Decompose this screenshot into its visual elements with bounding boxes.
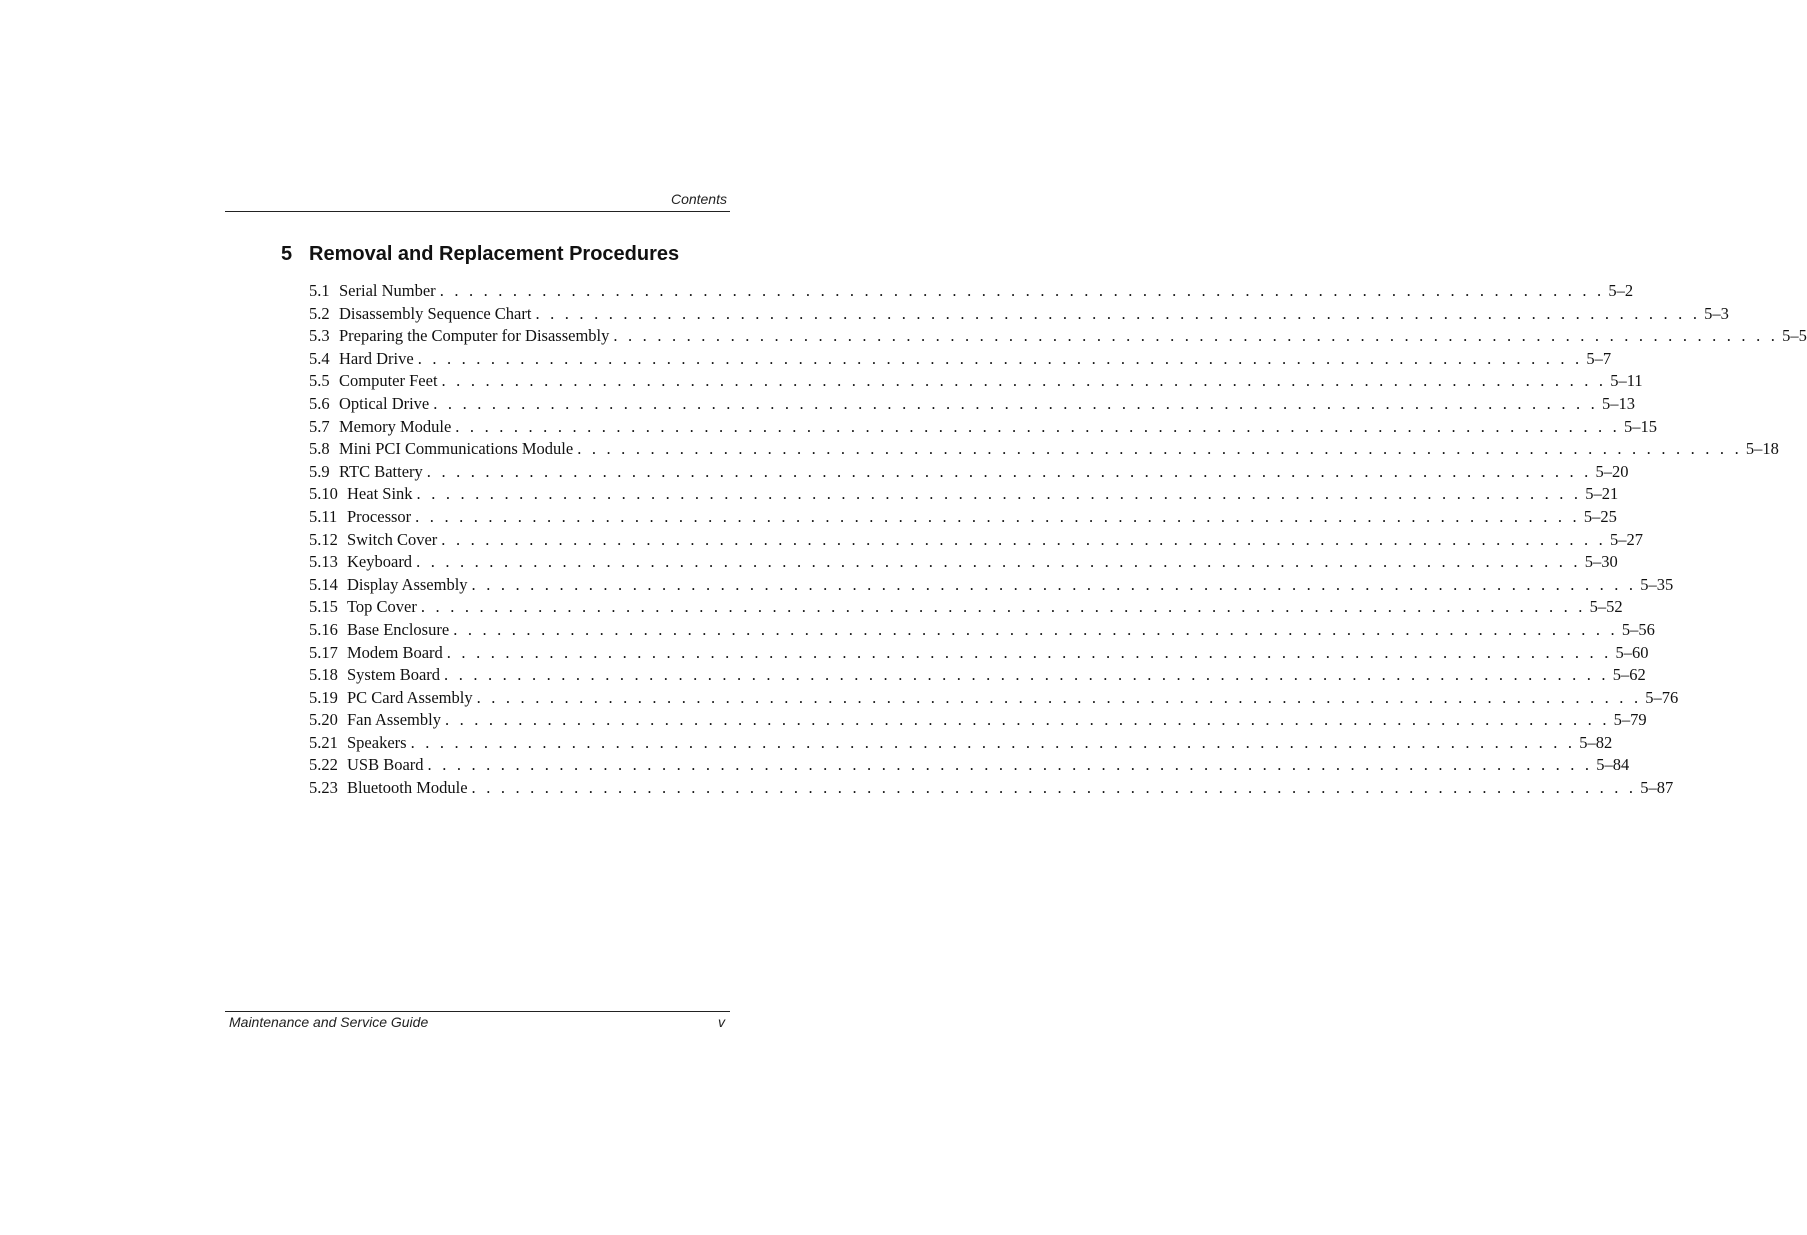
toc-leader-dots: . . . . . . . . . . . . . . . . . . . . . . . . . . . . . . . . . . . . . . . . . . . . . . . . . . . . . . . . . . . . . . . . . . . . . . . . . . . . . . . . [417,348,1583,368]
toc-entry[interactable] [309,438,1779,461]
toc-section-number: 5.20 [309,710,338,730]
footer-rule [225,1011,730,1012]
toc-leader-dots: . . . . . . . . . . . . . . . . . . . . . . . . . . . . . . . . . . . . . . . . . . . . . . . . . . . . . . . . . . . . . . . . . . . . . . . . . . . . . . . . [420,597,1586,617]
toc-page-number: 5–21 [1585,484,1619,504]
toc-leader-dots: . . . . . . . . . . . . . . . . . . . . . . . . . . . . . . . . . . . . . . . . . . . . . . . . . . . . . . . . . . . . . . . . . . . . . . . . . . . . . . . . [444,665,1609,685]
toc-leader-dots: . . . . . . . . . . . . . . . . . . . . . . . . . . . . . . . . . . . . . . . . . . . . . . . . . . . . . . . . . . . . . . . . . . . . . . . . . . . . . . . . [613,326,1779,346]
toc-entry-title: Switch Cover [347,529,438,549]
toc-section-number: 5.19 [309,687,338,707]
chapter-heading [281,243,679,266]
toc-section-number: 5.23 [309,778,338,798]
toc-leader-dots: . . . . . . . . . . . . . . . . . . . . . . . . . . . . . . . . . . . . . . . . . . . . . . . . . . . . . . . . . . . . . . . . . . . . . . . . . . . . . . . . [427,755,1593,775]
toc-page-number: 5–3 [1704,303,1729,323]
running-head: Contents [670,191,727,207]
header-rule [225,211,730,212]
toc-entry-title: Heat Sink [347,484,413,504]
toc-page-number: 5–11 [1610,371,1643,391]
toc-page-number: 5–2 [1608,281,1634,300]
toc-section-number: 5.6 [309,393,330,413]
toc-entry[interactable] [309,303,1729,326]
toc-section-number: 5.12 [309,529,338,549]
toc-entry[interactable] [309,506,1617,529]
toc-section-number: 5.11 [309,506,338,526]
toc-entry[interactable] [309,574,1674,597]
toc-entry[interactable] [309,348,1612,371]
toc-page-number: 5–13 [1601,393,1635,413]
toc-page-number: 5–7 [1586,348,1612,368]
toc-leader-dots: . . . . . . . . . . . . . . . . . . . . . . . . . . . . . . . . . . . . . . . . . . . . . . . . . . . . . . . . . . . . . . . . . . . . . . . . . . . . . . . . [455,416,1620,436]
toc-leader-dots: . . . . . . . . . . . . . . . . . . . . . . . . . . . . . . . . . . . . . . . . . . . . . . . . . . . . . . . . . . . . . . . . . . . . . . . . . . . . . . . . [535,303,1701,323]
toc-entry-title: Fan Assembly [347,710,441,730]
toc-entry[interactable] [309,709,1647,732]
toc-section-number: 5.21 [309,732,338,752]
toc-leader-dots: . . . . . . . . . . . . . . . . . . . . . . . . . . . . . . . . . . . . . . . . . . . . . . . . . . . . . . . . . . . . . . . . . . . . . . . . . . . . . . . . [416,552,1581,572]
toc-entry[interactable] [309,393,1635,416]
toc-entry-title: Optical Drive [339,393,430,413]
toc-entry-title: PC Card Assembly [347,687,473,707]
toc-leader-dots: . . . . . . . . . . . . . . . . . . . . . . . . . . . . . . . . . . . . . . . . . . . . . . . . . . . . . . . . . . . . . . . . . . . . . . . . . . . . . . . . [446,642,1612,662]
toc-page-number: 5–56 [1621,619,1655,639]
footer-page-number: v [718,1014,725,1030]
footer-title: Maintenance and Service Guide [229,1014,429,1030]
toc-entry[interactable] [309,461,1629,484]
toc-entry[interactable] [309,416,1657,439]
toc-entry-title: Keyboard [347,552,413,572]
toc-entry[interactable] [309,754,1630,777]
toc-entry-title: System Board [347,665,441,685]
toc-page-number: 5–20 [1595,461,1629,481]
toc-leader-dots: . . . . . . . . . . . . . . . . . . . . . . . . . . . . . . . . . . . . . . . . . . . . . . . . . . . . . . . . . . . . . . . . . . . . . . . . . . . . . . . . [415,506,1580,526]
toc-section-number: 5.1 [309,281,330,300]
toc-entry[interactable] [309,732,1613,755]
toc-entry-title: Disassembly Sequence Chart [339,303,532,323]
toc-entry[interactable] [309,529,1643,552]
toc-section-number: 5.10 [309,484,338,504]
toc-page-number: 5–25 [1583,506,1617,526]
toc-page-number: 5–82 [1579,732,1613,752]
toc-entry-title: USB Board [347,755,424,775]
toc-entry[interactable] [309,483,1619,506]
toc-page-number: 5–79 [1613,710,1647,730]
chapter-title: Removal and Replacement Procedures [309,243,680,265]
toc-section-number: 5.5 [309,371,330,391]
toc-leader-dots: . . . . . . . . . . . . . . . . . . . . . . . . . . . . . . . . . . . . . . . . . . . . . . . . . . . . . . . . . . . . . . . . . . . . . . . . . . . . . . . . [433,393,1598,413]
toc-leader-dots: . . . . . . . . . . . . . . . . . . . . . . . . . . . . . . . . . . . . . . . . . . . . . . . . . . . . . . . . . . . . . . . . . . . . . . . . . . . . . . . . [453,619,1618,639]
toc-page-number: 5–15 [1623,416,1657,436]
toc-page-number: 5–52 [1589,597,1623,617]
toc-page-number: 5–35 [1640,574,1674,594]
toc-entry-title: Top Cover [347,597,417,617]
toc-page-number: 5–76 [1645,687,1679,707]
toc-section-number: 5.14 [309,574,338,594]
toc-section-number: 5.17 [309,642,338,662]
toc-entry[interactable] [309,619,1655,642]
toc-section-number: 5.13 [309,552,338,572]
toc-entry[interactable] [309,280,1634,303]
toc-entry-title: Modem Board [347,642,443,662]
toc-page-number: 5–62 [1612,665,1646,685]
toc-entry[interactable] [309,551,1618,574]
toc-leader-dots: . . . . . . . . . . . . . . . . . . . . . . . . . . . . . . . . . . . . . . . . . . . . . . . . . . . . . . . . . . . . . . . . . . . . . . . . . . . . . . . . [441,371,1607,391]
toc-entry[interactable] [309,777,1674,800]
toc-leader-dots: . . . . . . . . . . . . . . . . . . . . . . . . . . . . . . . . . . . . . . . . . . . . . . . . . . . . . . . . . . . . . . . . . . . . . . . . . . . . . . . . [439,281,1605,300]
toc-leader-dots: . . . . . . . . . . . . . . . . . . . . . . . . . . . . . . . . . . . . . . . . . . . . . . . . . . . . . . . . . . . . . . . . . . . . . . . . . . . . . . . . [471,778,1637,798]
toc-page-number: 5–30 [1584,552,1618,572]
toc-entry[interactable] [309,370,1643,393]
toc-entry-title: Serial Number [339,281,436,300]
toc-section-number: 5.3 [309,326,330,346]
toc-page-number: 5–60 [1615,642,1649,662]
toc-leader-dots: . . . . . . . . . . . . . . . . . . . . . . . . . . . . . . . . . . . . . . . . . . . . . . . . . . . . . . . . . . . . . . . . . . . . . . . . . . . . . . . . [416,484,1582,504]
table-of-contents [309,280,1807,800]
toc-entry[interactable] [309,325,1807,348]
toc-entry-title: Display Assembly [347,574,468,594]
toc-entry-title: Hard Drive [339,348,414,368]
toc-entry-title: Processor [347,506,412,526]
toc-leader-dots: . . . . . . . . . . . . . . . . . . . . . . . . . . . . . . . . . . . . . . . . . . . . . . . . . . . . . . . . . . . . . . . . . . . . . . . . . . . . . . . . [471,574,1637,594]
toc-section-number: 5.4 [309,348,330,368]
toc-entry[interactable] [309,687,1679,710]
toc-section-number: 5.18 [309,665,338,685]
toc-entry-title: Bluetooth Module [347,778,468,798]
toc-section-number: 5.22 [309,755,338,775]
toc-leader-dots: . . . . . . . . . . . . . . . . . . . . . . . . . . . . . . . . . . . . . . . . . . . . . . . . . . . . . . . . . . . . . . . . . . . . . . . . . . . . . . . . [441,529,1606,549]
toc-section-number: 5.8 [309,439,330,459]
toc-page-number: 5–87 [1640,778,1674,798]
toc-entry-title: Base Enclosure [347,619,450,639]
toc-section-number: 5.9 [309,461,330,481]
toc-page-number: 5–18 [1745,439,1779,459]
chapter-number: 5 [281,243,293,265]
toc-entry[interactable] [309,642,1649,665]
toc-section-number: 5.2 [309,303,330,323]
toc-entry-title: Preparing the Computer for Disassembly [339,326,610,346]
toc-leader-dots: . . . . . . . . . . . . . . . . . . . . . . . . . . . . . . . . . . . . . . . . . . . . . . . . . . . . . . . . . . . . . . . . . . . . . . . . . . . . . . . . [444,710,1610,730]
toc-entry-title: Mini PCI Communications Module [339,439,574,459]
toc-leader-dots: . . . . . . . . . . . . . . . . . . . . . . . . . . . . . . . . . . . . . . . . . . . . . . . . . . . . . . . . . . . . . . . . . . . . . . . . . . . . . . . . [476,687,1642,707]
toc-section-number: 5.15 [309,597,338,617]
toc-entry-title: Speakers [347,732,407,752]
toc-leader-dots: . . . . . . . . . . . . . . . . . . . . . . . . . . . . . . . . . . . . . . . . . . . . . . . . . . . . . . . . . . . . . . . . . . . . . . . . . . . . . . . . [577,439,1742,459]
toc-entry-title: RTC Battery [339,461,423,481]
toc-entry-title: Memory Module [339,416,452,436]
toc-entry[interactable] [309,596,1623,619]
toc-entry-title: Computer Feet [339,371,438,391]
toc-page-number: 5–5 [1782,326,1807,346]
toc-page-number: 5–27 [1609,529,1643,549]
toc-section-number: 5.16 [309,619,338,639]
toc-leader-dots: . . . . . . . . . . . . . . . . . . . . . . . . . . . . . . . . . . . . . . . . . . . . . . . . . . . . . . . . . . . . . . . . . . . . . . . . . . . . . . . . [426,461,1592,481]
toc-entry[interactable] [309,664,1646,687]
toc-section-number: 5.7 [309,416,330,436]
toc-leader-dots: . . . . . . . . . . . . . . . . . . . . . . . . . . . . . . . . . . . . . . . . . . . . . . . . . . . . . . . . . . . . . . . . . . . . . . . . . . . . . . . . [410,732,1576,752]
toc-page-number: 5–84 [1596,755,1630,775]
